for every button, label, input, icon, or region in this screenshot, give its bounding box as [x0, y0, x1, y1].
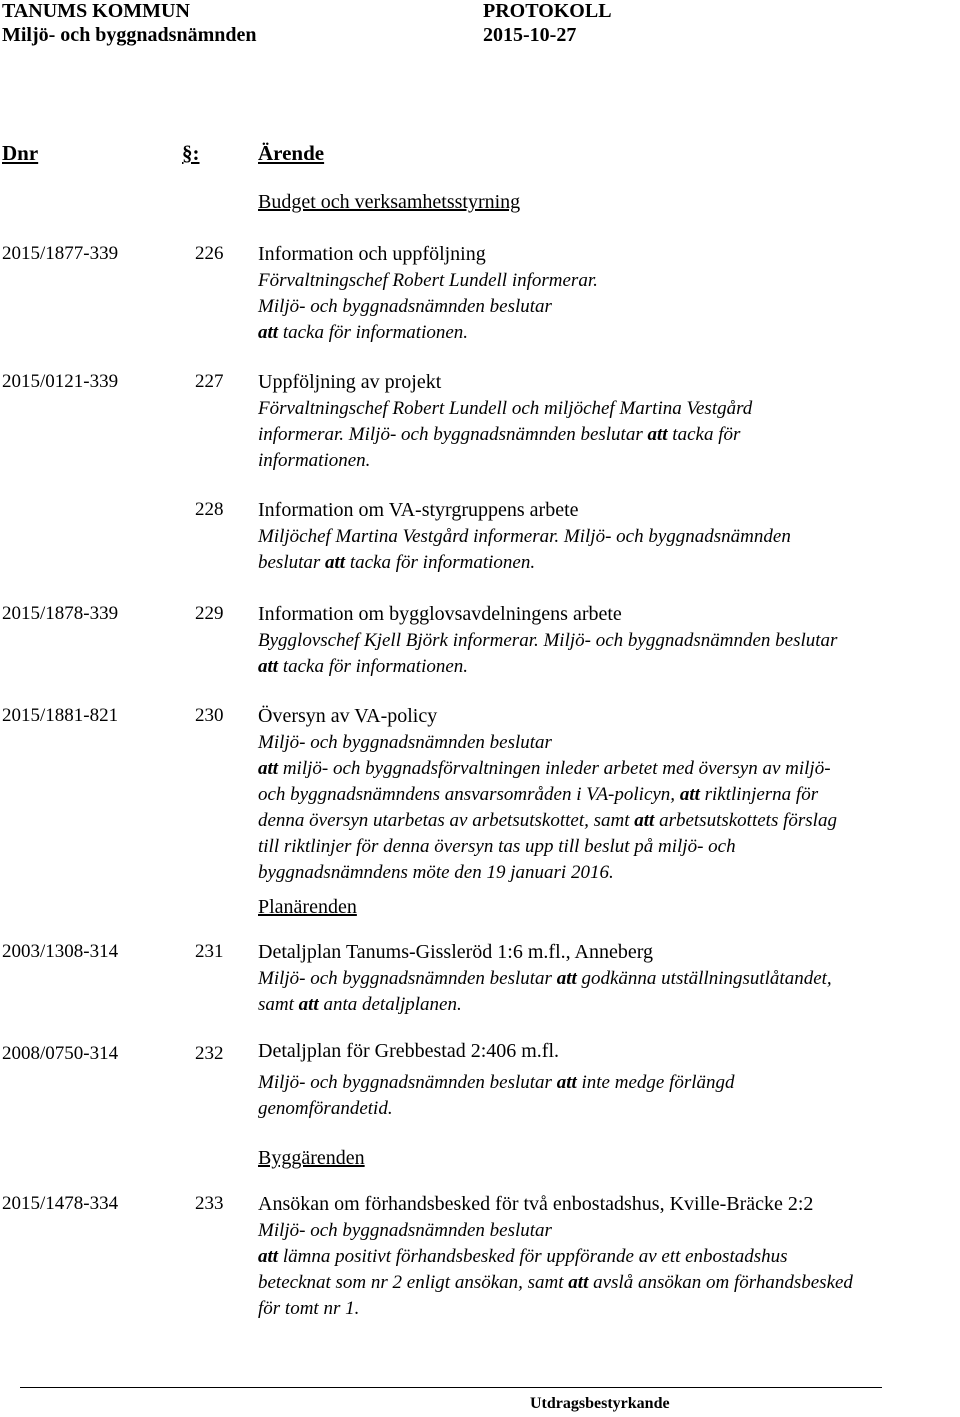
item-number: 231 [195, 941, 224, 962]
item-dnr: 2003/1308-314 [2, 941, 119, 962]
org-name: TANUMS KOMMUN [2, 0, 190, 22]
item-dnr: 2015/1881-821 [2, 705, 119, 726]
committee-name: Miljö- och byggnadsnämnden [2, 24, 257, 46]
item-decision: Förvaltningschef Robert Lundell informerar. Miljö- och byggnadsnämnden beslutar att tacka för informationen. [258, 270, 598, 343]
item-title: Detaljplan Tanums-Gissleröd 1:6 m.fl., Anneberg [258, 941, 654, 963]
item-decision: Miljö- och byggnadsnämnden beslutar att lämna positivt förhandsbesked för uppförande av ett enbostadshus betecknat som nr 2 enligt ansökan, samt att avslå ansökan om förhandsbesked för tomt nr 1. [258, 1220, 853, 1319]
item-decision: Miljö- och byggnadsnämnden beslutar att miljö- och byggnadsförvaltningen inleder arbetet med översyn av miljö- och byggnadsnämndens ansvarsområden i VA-policyn, att riktlinjerna för denna översyn utarbetas av arbetsutskottet, samt att arbetsutskottets förslag till riktlinjer för denna översyn tas upp till beslut på miljö- och byggnadsnämndens möte den 19 januari 2016. [258, 732, 837, 883]
meeting-date: 2015-10-27 [483, 24, 577, 46]
item-decision: Miljö- och byggnadsnämnden beslutar att inte medge förlängd genomförandetid. [258, 1072, 735, 1119]
item-dnr: 2015/1878-339 [2, 603, 119, 624]
item-decision: Förvaltningschef Robert Lundell och miljöchef Martina Vestgård informerar. Miljö- och byggnadsnämnden beslutar att tacka för informationen. [258, 398, 753, 471]
item-title: Information om VA-styrgruppens arbete [258, 499, 579, 521]
item-number: 227 [195, 371, 224, 392]
item-title: Information om bygglovsavdelningens arbete [258, 603, 622, 625]
section-heading-budget: Budget och verksamhetsstyrning [258, 191, 521, 213]
section-heading-building: Byggärenden [258, 1147, 365, 1169]
item-decision: Bygglovschef Kjell Björk informerar. Miljö- och byggnadsnämnden beslutar att tacka för informationen. [258, 630, 838, 677]
column-heading-dnr: Dnr [2, 141, 39, 165]
item-dnr: 2015/1877-339 [2, 243, 119, 264]
item-title: Uppföljning av projekt [258, 371, 442, 393]
document-type: PROTOKOLL [483, 0, 612, 22]
item-number: 226 [195, 243, 224, 264]
item-dnr: 2015/0121-339 [2, 371, 119, 392]
item-title: Detaljplan för Grebbestad 2:406 m.fl. [258, 1040, 560, 1062]
item-number: 232 [195, 1043, 224, 1064]
item-decision: Miljö- och byggnadsnämnden beslutar att godkänna utställningsutlåtandet, samt att anta detaljplanen. [258, 968, 832, 1015]
item-title: Översyn av VA-policy [258, 705, 438, 727]
item-dnr: 2008/0750-314 [2, 1043, 119, 1064]
item-number: 233 [195, 1193, 224, 1214]
item-title: Information och uppföljning [258, 243, 486, 265]
item-title: Ansökan om förhandsbesked för två enbostadshus, Kville-Bräcke 2:2 [258, 1193, 814, 1215]
item-dnr: 2015/1478-334 [2, 1193, 119, 1214]
item-number: 229 [195, 603, 224, 624]
footer-rule [20, 1387, 882, 1388]
item-decision: Miljöchef Martina Vestgård informerar. Miljö- och byggnadsnämnden beslutar att tacka för informationen. [258, 526, 791, 573]
column-heading-matter: Ärende [258, 141, 325, 165]
certification-label: Utdragsbestyrkande [530, 1395, 670, 1412]
column-heading-paragraph: §: [182, 141, 200, 165]
item-number: 228 [195, 499, 224, 520]
item-number: 230 [195, 705, 224, 726]
section-heading-plan: Planärenden [258, 896, 357, 918]
